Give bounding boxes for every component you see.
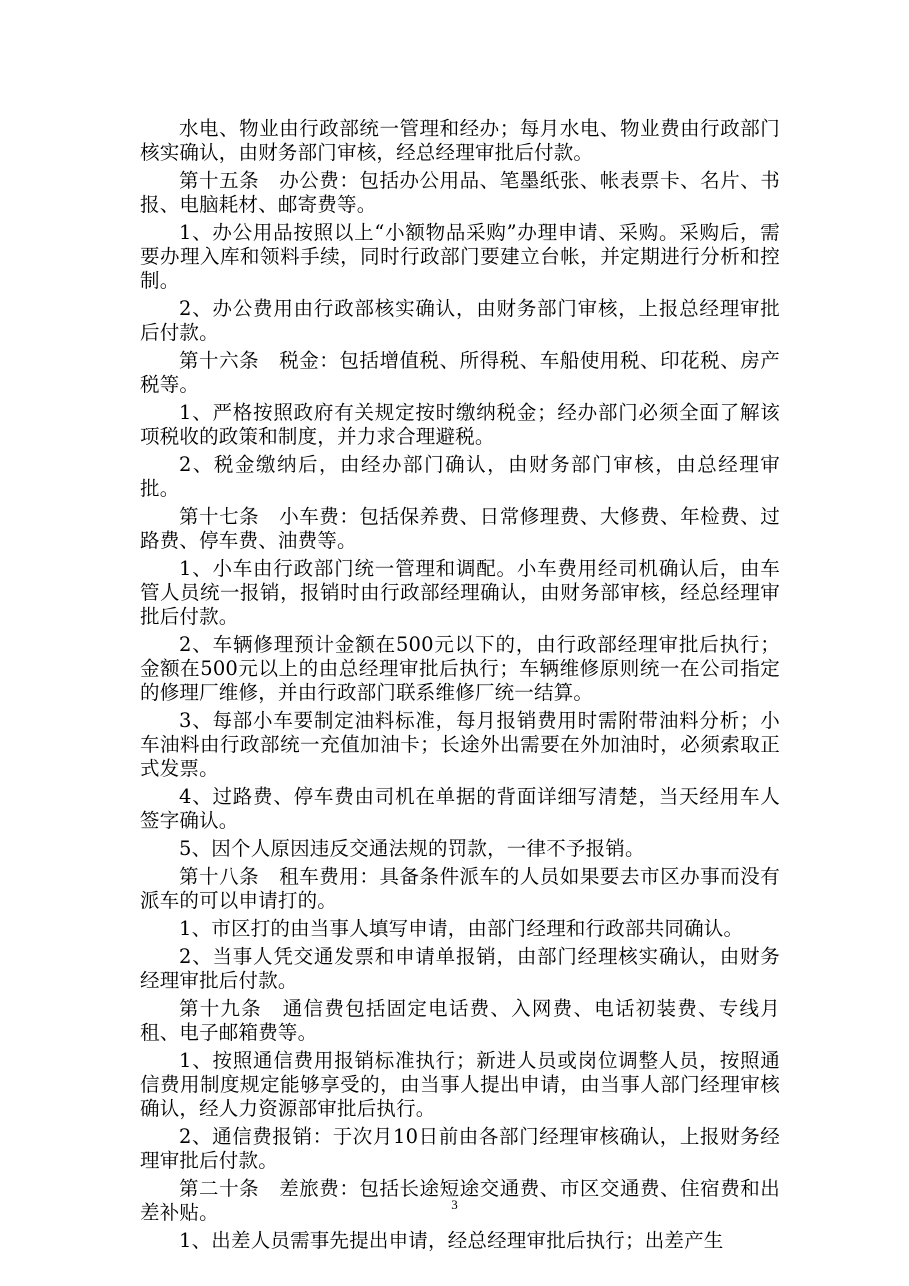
- article-19-item-1: 1、按照通信费用报销标准执行；新进人员或岗位调整人员，按照通信费用制度规定能够享受的，由当事人提出申请，由当事人部门经理审核确认，经人力资源部审批后执行。: [140, 1049, 780, 1120]
- page-number: 3: [451, 1197, 458, 1212]
- article-19-item-2: 2、通信费报销：于次月10日前由各部门经理审核确认，上报财务经理审批后付款。: [140, 1125, 780, 1172]
- article-17-item-3: 3、每部小车要制定油料标准，每月报销费用时需附带油料分析；小车油料由行政部统一充值加油卡；长途外出需要在外加油时，必须索取正式发票。: [140, 709, 780, 780]
- article-20-item-1: 1、出差人员需事先提出申请，经总经理审批后执行；出差产生: [179, 1229, 724, 1252]
- article-17-item-2: 2、车辆修理预计金额在500元以下的，由行政部经理审批后执行；金额在500元以上的由总经理审批后执行；车辆维修原则统一在公司指定的修理厂维修，并由行政部门联系维修厂统一结算。: [140, 633, 780, 704]
- article-20-heading: 第二十条 差旅费：包括长途短途交通费、市区交通费、住宿费和出差补贴。: [140, 1177, 780, 1224]
- article-18-item-2: 2、当事人凭交通发票和申请单报销，由部门经理核实确认，由财务经理审批后付款。: [140, 945, 780, 992]
- article-15-heading: 第十五条 办公费：包括办公用品、笔墨纸张、帐表票卡、名片、书报、电脑耗材、邮寄费等。: [140, 169, 780, 216]
- article-18-heading: 第十八条 租车费用：具备条件派车的人员如果要去市区办事而没有派车的可以申请打的。: [140, 865, 780, 912]
- article-17-heading: 第十七条 小车费：包括保养费、日常修理费、大修费、年检费、过路费、停车费、油费等。: [140, 505, 780, 552]
- article-15-item-1: 1、办公用品按照以上“小额物品采购”办理申请、采购。采购后，需要办理入库和领料手续，同时行政部门要建立台帐，并定期进行分析和控制。: [140, 221, 780, 292]
- article-15-item-2: 2、办公费用由行政部核实确认，由财务部门审核，上报总经理审批后付款。: [140, 297, 780, 344]
- article-17-item-4: 4、过路费、停车费由司机在单据的背面详细写清楚，当天经用车人签字确认。: [140, 785, 780, 832]
- paragraph-utilities: 水电、物业由行政部统一管理和经办；每月水电、物业费由行政部门核实确认，由财务部门审核，经总经理审批后付款。: [140, 117, 780, 164]
- article-16-item-1: 1、严格按照政府有关规定按时缴纳税金；经办部门必须全面了解该项税收的政策和制度，并力求合理避税。: [140, 401, 780, 448]
- article-16-item-2: 2、税金缴纳后，由经办部门确认，由财务部门审核，由总经理审批。: [140, 453, 780, 500]
- article-17-item-1: 1、小车由行政部门统一管理和调配。小车费用经司机确认后，由车管人员统一报销，报销时由行政部经理确认，由财务部审核，经总经理审批后付款。: [140, 557, 780, 628]
- document-body: [140, 117, 780, 1257]
- article-16-heading: 第十六条 税金：包括增值税、所得税、车船使用税、印花税、房产税等。: [140, 349, 780, 396]
- article-19-heading: 第十九条 通信费包括固定电话费、入网费、电话初装费、专线月租、电子邮箱费等。: [140, 997, 780, 1044]
- article-17-item-5: 5、因个人原因违反交通法规的罚款，一律不予报销。: [179, 837, 645, 860]
- article-18-item-1: 1、市区打的由当事人填写申请，由部门经理和行政部共同确认。: [179, 917, 744, 940]
